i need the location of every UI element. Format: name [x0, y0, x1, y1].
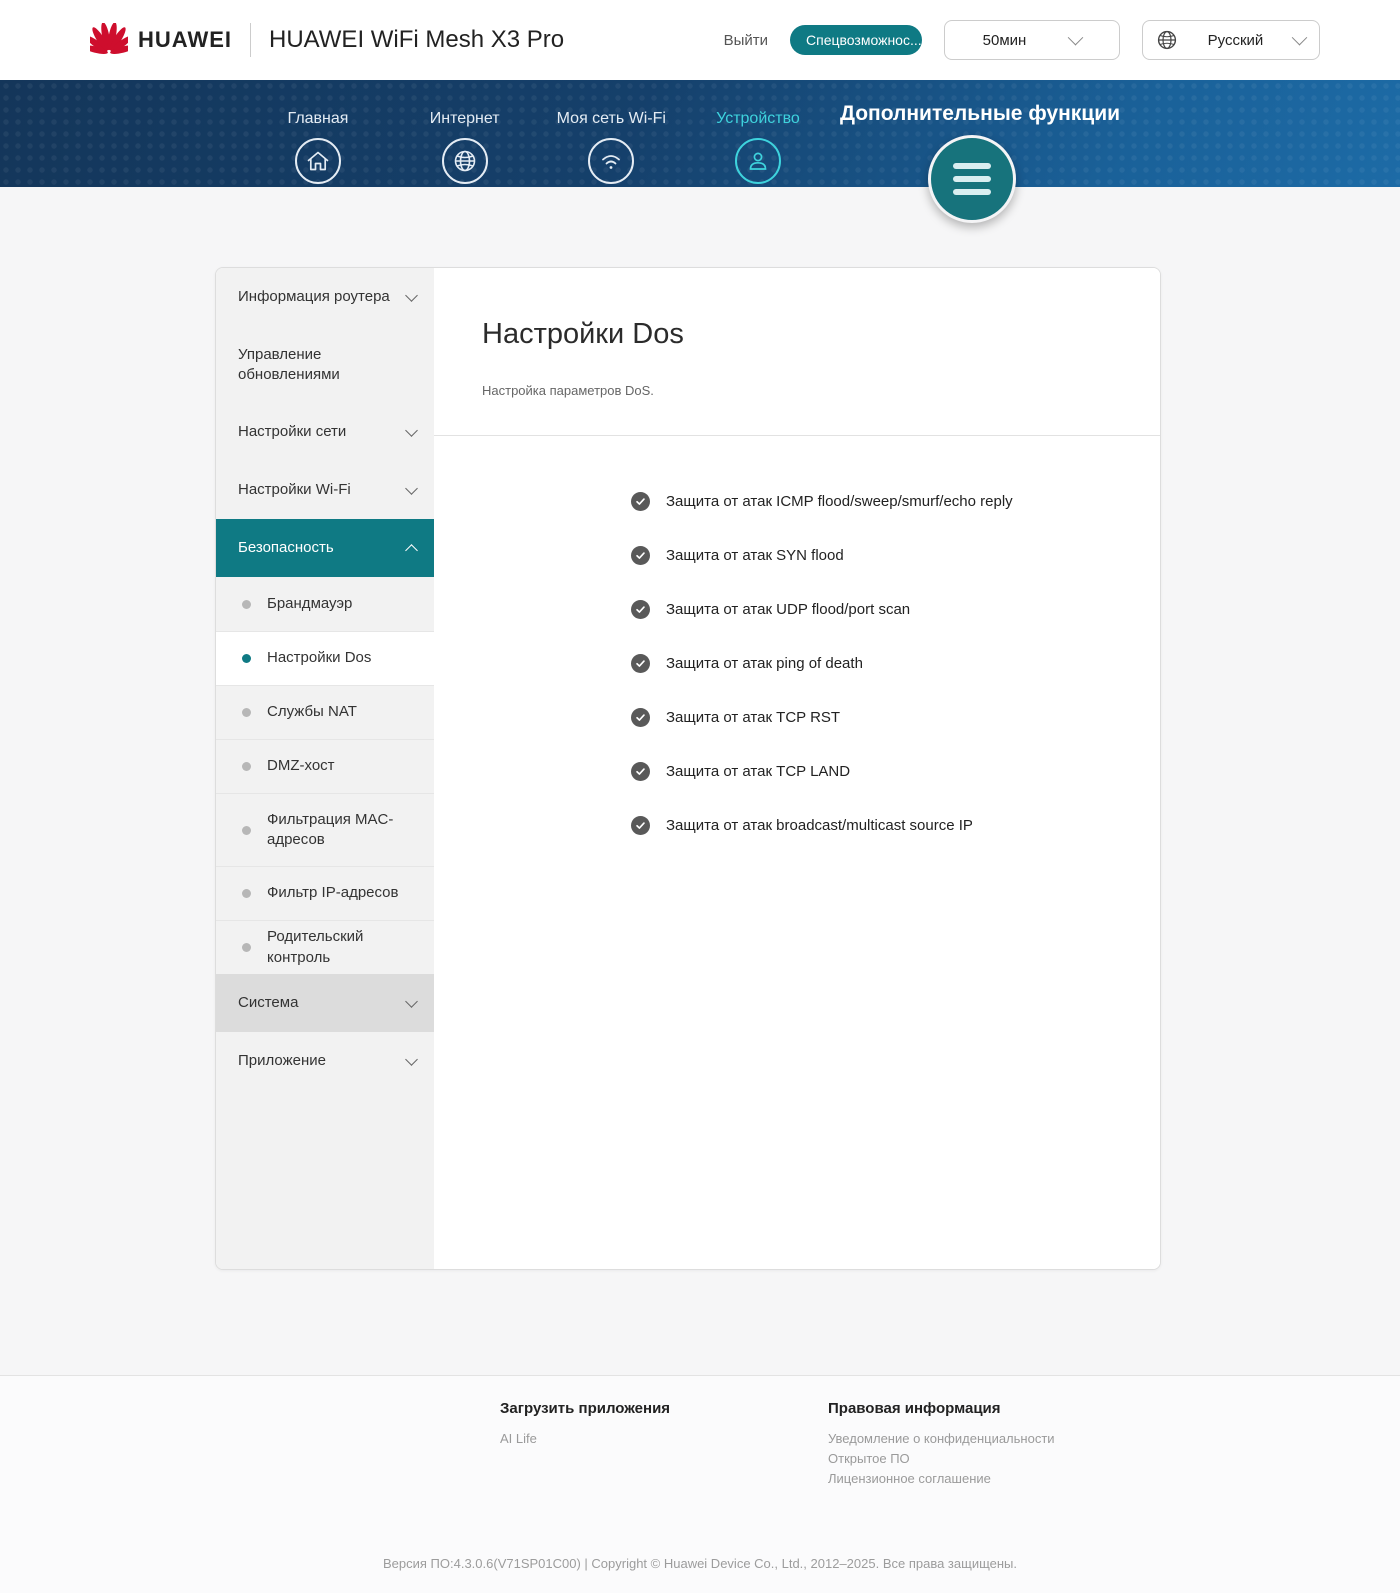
list-item-udp-flood: Защита от атак UDP flood/port scan: [631, 582, 1160, 636]
advanced-functions-title: Дополнительные функции: [840, 102, 1121, 125]
sidebar-item-wifi-settings[interactable]: Настройки Wi-Fi: [216, 461, 434, 519]
footer-apps-title: Загрузить приложения: [500, 1400, 671, 1417]
sidebar-item-network-settings[interactable]: Настройки сети: [216, 403, 434, 461]
bullet-icon: [242, 762, 251, 771]
list-item-broadcast-source-ip: Защита от атак broadcast/multicast source IP: [631, 798, 1160, 852]
list-item-ping-of-death: Защита от атак ping of death: [631, 636, 1160, 690]
hamburger-icon: [953, 163, 991, 169]
huawei-flower-icon: [90, 23, 128, 57]
chevron-down-icon: [405, 995, 418, 1008]
sidebar-item-security[interactable]: Безопасность: [216, 519, 434, 577]
page-subtitle: Настройка параметров DoS.: [482, 383, 654, 398]
globe-icon: [442, 138, 488, 184]
language-select[interactable]: [1142, 20, 1320, 60]
footer-legal-title: Правовая информация: [828, 1400, 1001, 1417]
huawei-brand: [90, 23, 232, 57]
bullet-icon: [242, 943, 251, 952]
submenu-item-dos-settings[interactable]: Настройки Dos: [216, 631, 434, 685]
product-title: HUAWEI WiFi Mesh X3 Pro: [269, 26, 565, 53]
nav-item-home[interactable]: [248, 110, 388, 184]
session-timeout-value: 50мин: [982, 31, 1027, 49]
copyright-text: Версия ПО:4.3.0.6(V71SP01C00) | Copyright © Huawei Device Co., Ltd., 2012–2025. Все права защищены.: [383, 1556, 1017, 1571]
language-value: Русский: [1207, 31, 1264, 49]
nav-label: Интернет: [429, 110, 500, 127]
chevron-down-icon: [1068, 29, 1084, 45]
submenu-item-dmz-host[interactable]: DMZ-хост: [216, 739, 434, 793]
nav-item-wifi[interactable]: [541, 110, 681, 184]
sidebar-item-router-info[interactable]: Информация роутера: [216, 268, 434, 326]
page-title: Настройки Dos: [482, 318, 684, 350]
nav-label: Моя сеть Wi-Fi: [556, 110, 666, 127]
wifi-icon: [588, 138, 634, 184]
settings-sidebar: [216, 268, 434, 1269]
brand-divider: [250, 23, 251, 57]
submenu-item-parental-control[interactable]: Родительский контроль: [216, 920, 434, 974]
page-body: [0, 187, 1400, 1270]
settings-card: [215, 267, 1161, 1270]
submenu-item-mac-filter[interactable]: Фильтрация MAC-адресов: [216, 793, 434, 866]
check-circle-icon: [631, 708, 650, 727]
bullet-icon: [242, 708, 251, 717]
globe-icon: [1157, 30, 1177, 50]
submenu-item-nat-services[interactable]: Службы NAT: [216, 685, 434, 739]
chevron-down-icon: [405, 482, 418, 495]
check-circle-icon: [631, 546, 650, 565]
dos-protection-list: [434, 436, 1160, 852]
advanced-menu-button[interactable]: [928, 135, 1016, 223]
check-circle-icon: [631, 762, 650, 781]
security-submenu: [216, 577, 434, 974]
footer-link-open-source[interactable]: Открытое ПО: [828, 1451, 910, 1466]
list-item-tcp-land: Защита от атак TCP LAND: [631, 744, 1160, 798]
page-footer: [0, 1375, 1400, 1593]
submenu-item-ip-filter[interactable]: Фильтр IP-адресов: [216, 866, 434, 920]
home-icon: [295, 138, 341, 184]
nav-label: Устройство: [716, 110, 800, 127]
chevron-down-icon: [405, 289, 418, 302]
device-user-icon: [735, 138, 781, 184]
list-item-syn-flood: Защита от атак SYN flood: [631, 528, 1160, 582]
bullet-icon: [242, 826, 251, 835]
footer-link-license-agreement[interactable]: Лицензионное соглашение: [828, 1471, 991, 1486]
bullet-icon: [242, 889, 251, 898]
app-header: [0, 0, 1400, 80]
submenu-item-firewall[interactable]: Брандмауэр: [216, 577, 434, 631]
dos-settings-panel: [434, 268, 1160, 1269]
check-circle-icon: [631, 654, 650, 673]
accessibility-button[interactable]: Спецвозможнос...: [790, 25, 922, 55]
nav-item-internet[interactable]: [395, 110, 535, 184]
sidebar-item-application[interactable]: Приложение: [216, 1032, 434, 1090]
nav-label: Главная: [287, 110, 349, 127]
list-item-tcp-rst: Защита от атак TCP RST: [631, 690, 1160, 744]
chevron-down-icon: [1292, 29, 1308, 45]
chevron-down-icon: [405, 424, 418, 437]
footer-link-ai-life[interactable]: AI Life: [500, 1431, 537, 1446]
check-circle-icon: [631, 600, 650, 619]
session-timeout-select[interactable]: [944, 20, 1120, 60]
logout-link[interactable]: Выйти: [723, 31, 768, 49]
check-circle-icon: [631, 816, 650, 835]
chevron-down-icon: [405, 1053, 418, 1066]
brand-name: HUAWEI: [138, 27, 232, 52]
list-item-icmp-flood: Защита от атак ICMP flood/sweep/smurf/echo reply: [631, 474, 1160, 528]
bullet-icon: [242, 654, 251, 663]
check-circle-icon: [631, 492, 650, 511]
bullet-icon: [242, 600, 251, 609]
sidebar-item-system[interactable]: Система: [216, 974, 434, 1032]
main-navbar: [0, 80, 1400, 187]
chevron-up-icon: [405, 544, 418, 557]
sidebar-item-update-management[interactable]: Управление обновлениями: [238, 346, 340, 383]
nav-item-device[interactable]: [688, 110, 828, 184]
footer-link-privacy-notice[interactable]: Уведомление о конфиденциальности: [828, 1431, 1055, 1446]
